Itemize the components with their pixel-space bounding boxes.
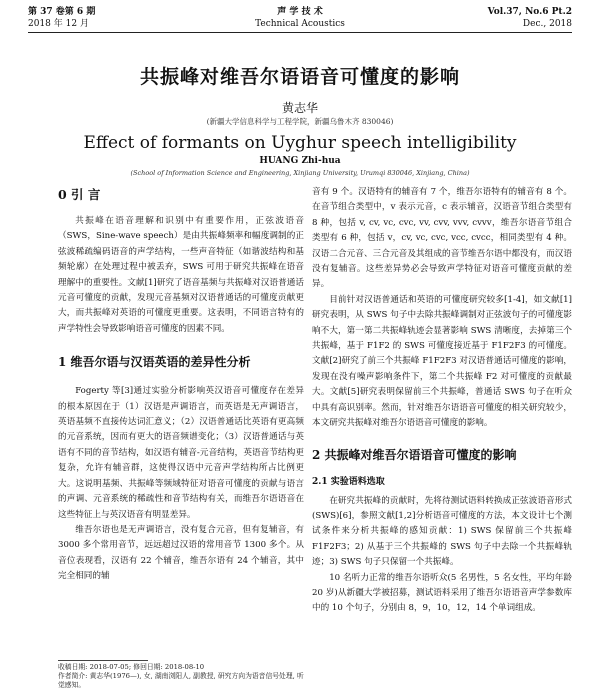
footnote-rule [58, 660, 148, 661]
issue-date-cn: 2018 年 12 月 [28, 19, 89, 29]
section-0-paragraph: 共振峰在语音理解和识别中有重要作用，正弦波语音（SWS，Sine-wave speech）是由共振峰频率和幅度调制的正弦波稀疏编码语音的声学结构，一些声音特征（如谐波结构和基频轮廓）在处理过程中被丢弃，SWS 可用于研究共振峰在语音理解中的重要性。文献[1]研究了语音基频与共振峰对汉语普通话元音可懂度的贡献，发现元音基频对汉语普通话的可懂度贡献更大，而共振峰对英语的可懂度更重要。这表明，不同语言特有的声学特性会导致影响语音可懂度的因素不同。 [58, 216, 304, 334]
section-1-paragraph-1: Fogerty 等[3]通过实验分析影响英汉语音可懂度存在差异的根本原因在于（1）汉语是声调语言，而英语是无声调语言，英语基频不直接传达词汇意义；（2）汉语普通话比英语有更高频的元音系统，因而有更大的语音频谱变化；（3）汉语普通话与英语有不同的音节结构，如汉语有辅音-元音结构，英语音节结构更复杂，允许有辅音群，这使得汉语中元音声学结构所占比例更大。这说明基频、共振峰等频域特征对语音可懂度的贡献与语言的声调、元音系统的稀疏性和音节结构有关，而维吾尔语语音在这些特征上与英汉语音有明显差异。 [58, 386, 304, 520]
section-2-heading: 2 共振峰对维吾尔语语音可懂度的影响 [312, 447, 517, 462]
running-header [28, 6, 572, 32]
author-cn: 黄志华 [281, 101, 318, 115]
left-column [58, 185, 304, 585]
footnote-author-bio: 作者简介: 黄志华(1976—), 女, 湖南浏阳人, 副教授, 研究方向为语音信号处理, 听觉感知。 [58, 672, 304, 689]
journal-name-cn: 声 学 技 术 [277, 7, 323, 17]
right-paragraph-1: 音有 9 个。汉语特有的辅音有 7 个，维吾尔语特有的辅音有 8 个。在音节组合类型中，v 表示元音，c 表示辅音，汉语音节组合类型有 8 种，包括 v, cv, vc, cvc, vv, cvv, vvv, cvvv，维吾尔语音节组合类型有 6 种，包括 v，cv, vc, cvc, vcc, cvcc，相同类型有 4 种。汉语二合元音、三合元音及其组成的音节维吾尔语中都没有，而汉语没有复辅音。这些差异势必会导致声学特征对语音可懂度贡献的差异。 [312, 187, 572, 290]
section-1-heading: 1 维吾尔语与汉语英语的差异性分析 [58, 355, 251, 370]
right-column [312, 185, 572, 617]
section-0-heading: 0 引 言 [58, 187, 101, 202]
issue-date-en: Dec., 2018 [522, 19, 572, 29]
title-en: Effect of formants on Uyghur speech intelligibility [83, 133, 517, 153]
affiliation-cn: (新疆大学信息科学与工程学院，新疆乌鲁木齐 830046) [206, 117, 394, 126]
journal-name-en: Technical Acoustics [255, 19, 345, 29]
subsection-2-1-paragraph-1: 在研究共振峰的贡献时，先将待测试语料转换成正弦波语音形式(SWS)[6]，参照文献[1,2]分析语音可懂度的方法，本文设计七个测试条件来分析共振峰的感知贡献：1) SWS 保留前三个共振峰 F1F2F3；2) 从基于三个共振峰的 SWS 句子中去除一个共振峰轨迹；3) SWS 句子只保留一个共振峰。 [312, 495, 572, 568]
footnote [58, 663, 304, 690]
volume-issue: 第 37 卷第 6 期 [28, 7, 96, 17]
volume-issue-en: Vol.37, No.6 Pt.2 [487, 7, 572, 17]
journal-volume-en [488, 6, 572, 30]
author-en: HUANG Zhi-hua [259, 156, 341, 166]
subsection-2-1-paragraph-2: 10 名听力正常的维吾尔语听众(5 名男性，5 名女性，平均年龄 20 岁)从新疆大学被招募，测试语料采用了维吾尔语语音声学参数库中的 10 个句子，分别由 8，9，10，12，14 个单词组成。 [312, 572, 572, 614]
header-rule [28, 32, 572, 33]
footnote-received: 收稿日期: 2018-07-05; 修回日期: 2018-08-10 [58, 663, 205, 671]
title-cn: 共振峰对维吾尔语语音可懂度的影响 [139, 66, 460, 88]
subsection-2-1-heading: 2.1 实验语料选取 [312, 476, 385, 487]
right-paragraph-2: 目前针对汉语普通话和英语的可懂度研究较多[1-4]，如文献[1]研究表明，从 SWS 句子中去除共振峰调制对正弦波句子的可懂度影响不大，第一第二共振峰轨迹会显著影响 SWS 清晰度，去掉第三个共振峰，基于 F1F2 的 SWS 可懂度接近基于 F1F2F3 的可懂度。文献[2]研究了前三个共振峰 F1F2F3 对汉语普通话可懂度的影响，发现在没有噪声影响条件下，第二个共振峰 F2 对可懂度的贡献最大。文献[5]研究表明保留前三个共振峰，普通话 SWS 句子在听众中具有高识别率。然而，针对维吾尔语语音可懂度的相关研究较少，本文研究共振峰对维吾尔语语音可懂度的影响。 [312, 294, 572, 429]
affiliation-en: (School of Information Science and Engineering, Xinjiang University, Urumqi 830046, Xinjiang, China) [130, 169, 470, 177]
section-1-paragraph-2: 维吾尔语也是无声调语言，没有复合元音，但有复辅音，有 3000 多个常用音节，远远超过汉语的常用音节 1300 多个。从音位表现看，汉语有 22 个辅音，维吾尔语有 24 个辅音，其中完全相同的辅 [58, 524, 304, 582]
